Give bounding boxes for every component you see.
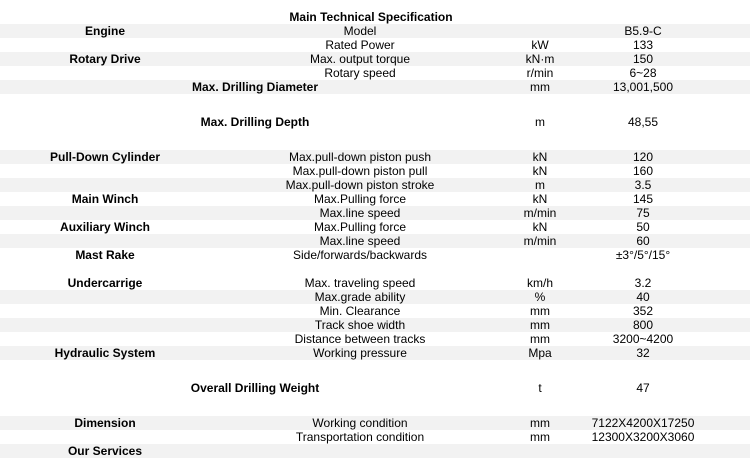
spec-group-cell (0, 234, 210, 248)
spec-unit-cell: kN·m (525, 52, 555, 66)
spec-unit-cell: m (535, 178, 545, 192)
spec-item-cell (210, 360, 510, 374)
spec-unit-cell (510, 94, 570, 108)
table-row (0, 402, 750, 416)
table-row (0, 206, 750, 220)
spec-group-cell (0, 430, 210, 444)
spec-value-cell: 3.5 (634, 178, 652, 192)
spec-item-cell: Track shoe width (314, 318, 406, 332)
spec-value-cell: 352 (632, 304, 654, 318)
spec-item-cell: Transportation condition (295, 430, 425, 444)
table-row (0, 318, 750, 332)
spec-name-cell: Overall Drilling Weight (190, 381, 320, 395)
spec-unit-cell (510, 262, 570, 276)
spec-item-cell (210, 94, 510, 108)
spec-value-cell: 145 (632, 192, 654, 206)
table-row (0, 52, 750, 66)
table-row (0, 262, 750, 276)
spec-item-cell: Working pressure (313, 346, 407, 360)
spec-value-cell: 32 (636, 346, 650, 360)
spec-group-cell (0, 402, 210, 416)
table-row (0, 38, 750, 52)
page-title: Main Technical Specification (289, 10, 453, 24)
spec-group-cell (0, 66, 210, 80)
spec-unit-cell (510, 248, 570, 262)
spec-group-cell: Main Winch (71, 192, 139, 206)
spec-item-cell: Distance between tracks (294, 332, 426, 346)
table-row (0, 66, 750, 80)
spec-unit-cell: Mpa (528, 346, 552, 360)
spec-item-cell: Rated Power (325, 38, 395, 52)
spec-value-cell: 12300X3200X3060 (591, 430, 695, 444)
spec-group-cell: Hydraulic System (54, 346, 156, 360)
table-row (0, 220, 750, 234)
spec-value-cell: 13,001,500 (612, 80, 674, 94)
spec-value-cell: 7122X4200X17250 (591, 416, 695, 430)
table-row (0, 80, 750, 94)
spec-item-cell: Max.pull-down piston pull (292, 164, 428, 178)
spec-value-cell: 48,55 (627, 115, 659, 129)
spec-group-cell (0, 360, 210, 374)
table-row (0, 430, 750, 444)
table-row (0, 332, 750, 346)
spec-unit-cell (510, 136, 570, 150)
spec-item-cell: Max.line speed (319, 206, 401, 220)
spec-unit-cell (510, 24, 570, 38)
spec-unit-cell: m/min (523, 206, 557, 220)
spec-unit-cell: m/min (523, 234, 557, 248)
spec-name-cell: Max. Drilling Depth (200, 115, 310, 129)
spec-value-cell (570, 136, 716, 150)
spec-unit-cell: m (535, 115, 545, 129)
spec-unit-cell: mm (530, 304, 550, 318)
spec-value-cell: 800 (632, 318, 654, 332)
spec-group-cell: Engine (84, 24, 125, 38)
table-row (0, 444, 750, 458)
table-row (0, 276, 750, 290)
spec-item-cell: Rotary speed (324, 66, 396, 80)
spec-unit-cell: kN (532, 220, 548, 234)
spec-value-cell (570, 402, 716, 416)
table-row (0, 346, 750, 360)
spec-unit-cell: kW (531, 38, 549, 52)
spec-item-cell: Max.Pulling force (313, 220, 407, 234)
spec-item-cell (210, 402, 510, 416)
table-row (0, 416, 750, 430)
table-row (0, 360, 750, 374)
spec-group-cell: Dimension (74, 416, 136, 430)
spec-unit-cell (510, 360, 570, 374)
spec-item-cell: Max.pull-down piston stroke (285, 178, 435, 192)
spec-group-cell: Our Services (67, 444, 143, 458)
spec-group-cell (0, 206, 210, 220)
spec-unit-cell: t (538, 381, 542, 395)
table-row (0, 192, 750, 206)
spec-value-cell (570, 262, 716, 276)
spec-value-cell: 60 (636, 234, 650, 248)
spec-unit-cell: mm (530, 332, 550, 346)
spec-group-cell: Pull-Down Cylinder (49, 150, 160, 164)
table-row (0, 94, 750, 108)
spec-value-cell: 120 (632, 150, 654, 164)
spec-unit-cell: mm (530, 430, 550, 444)
spec-value-cell: 75 (636, 206, 650, 220)
spec-group-cell (0, 262, 210, 276)
spec-group-cell: Auxiliary Winch (60, 220, 150, 234)
spec-item-cell (210, 262, 510, 276)
spec-group-cell: Rotary Drive (69, 52, 141, 66)
spec-value-cell: 150 (632, 52, 654, 66)
spec-unit-cell: mm (530, 318, 550, 332)
spec-group-cell (0, 290, 210, 304)
spec-item-cell: Min. Clearance (319, 304, 401, 318)
spec-value-cell: 3.2 (634, 276, 652, 290)
table-row (0, 304, 750, 318)
table-row (0, 24, 750, 38)
spec-unit-cell: mm (530, 416, 550, 430)
spec-item-cell: Max. traveling speed (304, 276, 416, 290)
spec-value-cell: 47 (636, 381, 650, 395)
spec-unit-cell: r/min (526, 66, 554, 80)
table-row (0, 136, 750, 150)
spec-value-cell: ±3°/5°/15° (615, 248, 671, 262)
spec-item-cell (210, 444, 510, 458)
spec-group-cell (0, 178, 210, 192)
spec-group-cell (0, 136, 210, 150)
spec-value-cell: 160 (632, 164, 654, 178)
spec-unit-cell: mm (530, 80, 550, 94)
spec-value-cell: 6~28 (629, 66, 657, 80)
table-row (0, 108, 750, 136)
spec-group-cell (0, 164, 210, 178)
spec-unit-cell: % (534, 290, 546, 304)
spec-value-cell: 50 (636, 220, 650, 234)
spec-group-cell (0, 94, 210, 108)
spec-value-cell (570, 94, 716, 108)
spec-value-cell: B5.9-C (624, 24, 662, 38)
spec-item-cell: Max.line speed (319, 234, 401, 248)
spec-value-cell: 40 (636, 290, 650, 304)
spec-group-cell (0, 332, 210, 346)
spec-unit-cell: kN (532, 192, 548, 206)
spec-item-cell: Working condition (312, 416, 408, 430)
spec-item-cell: Max.pull-down piston push (288, 150, 432, 164)
spec-item-cell (210, 136, 510, 150)
spec-group-cell: Mast Rake (75, 248, 135, 262)
spec-group-cell: Undercarrige (67, 276, 143, 290)
table-row (0, 150, 750, 164)
spec-item-cell: Side/forwards/backwards (292, 248, 428, 262)
spec-item-cell: Max. output torque (309, 52, 411, 66)
spec-item-cell: Max.grade ability (314, 290, 406, 304)
spec-unit-cell: km/h (526, 276, 553, 290)
table-row (0, 164, 750, 178)
spec-value-cell: 3200~4200 (612, 332, 674, 346)
table-row (0, 248, 750, 262)
spec-item-cell: Max.Pulling force (313, 192, 407, 206)
spec-name-cell: Max. Drilling Diameter (191, 80, 319, 94)
spec-unit-cell (510, 402, 570, 416)
spec-group-cell (0, 304, 210, 318)
spec-unit-cell: kN (532, 164, 548, 178)
spec-group-cell (0, 38, 210, 52)
spec-unit-cell (510, 444, 570, 458)
table-row (0, 178, 750, 192)
spec-group-cell (0, 318, 210, 332)
spec-value-cell (570, 360, 716, 374)
table-row (0, 290, 750, 304)
table-row (0, 374, 750, 402)
spec-unit-cell: kN (532, 150, 548, 164)
table-row (0, 234, 750, 248)
spec-value-cell: 133 (632, 38, 654, 52)
spec-value-cell (570, 444, 716, 458)
spec-item-cell: Model (343, 24, 377, 38)
